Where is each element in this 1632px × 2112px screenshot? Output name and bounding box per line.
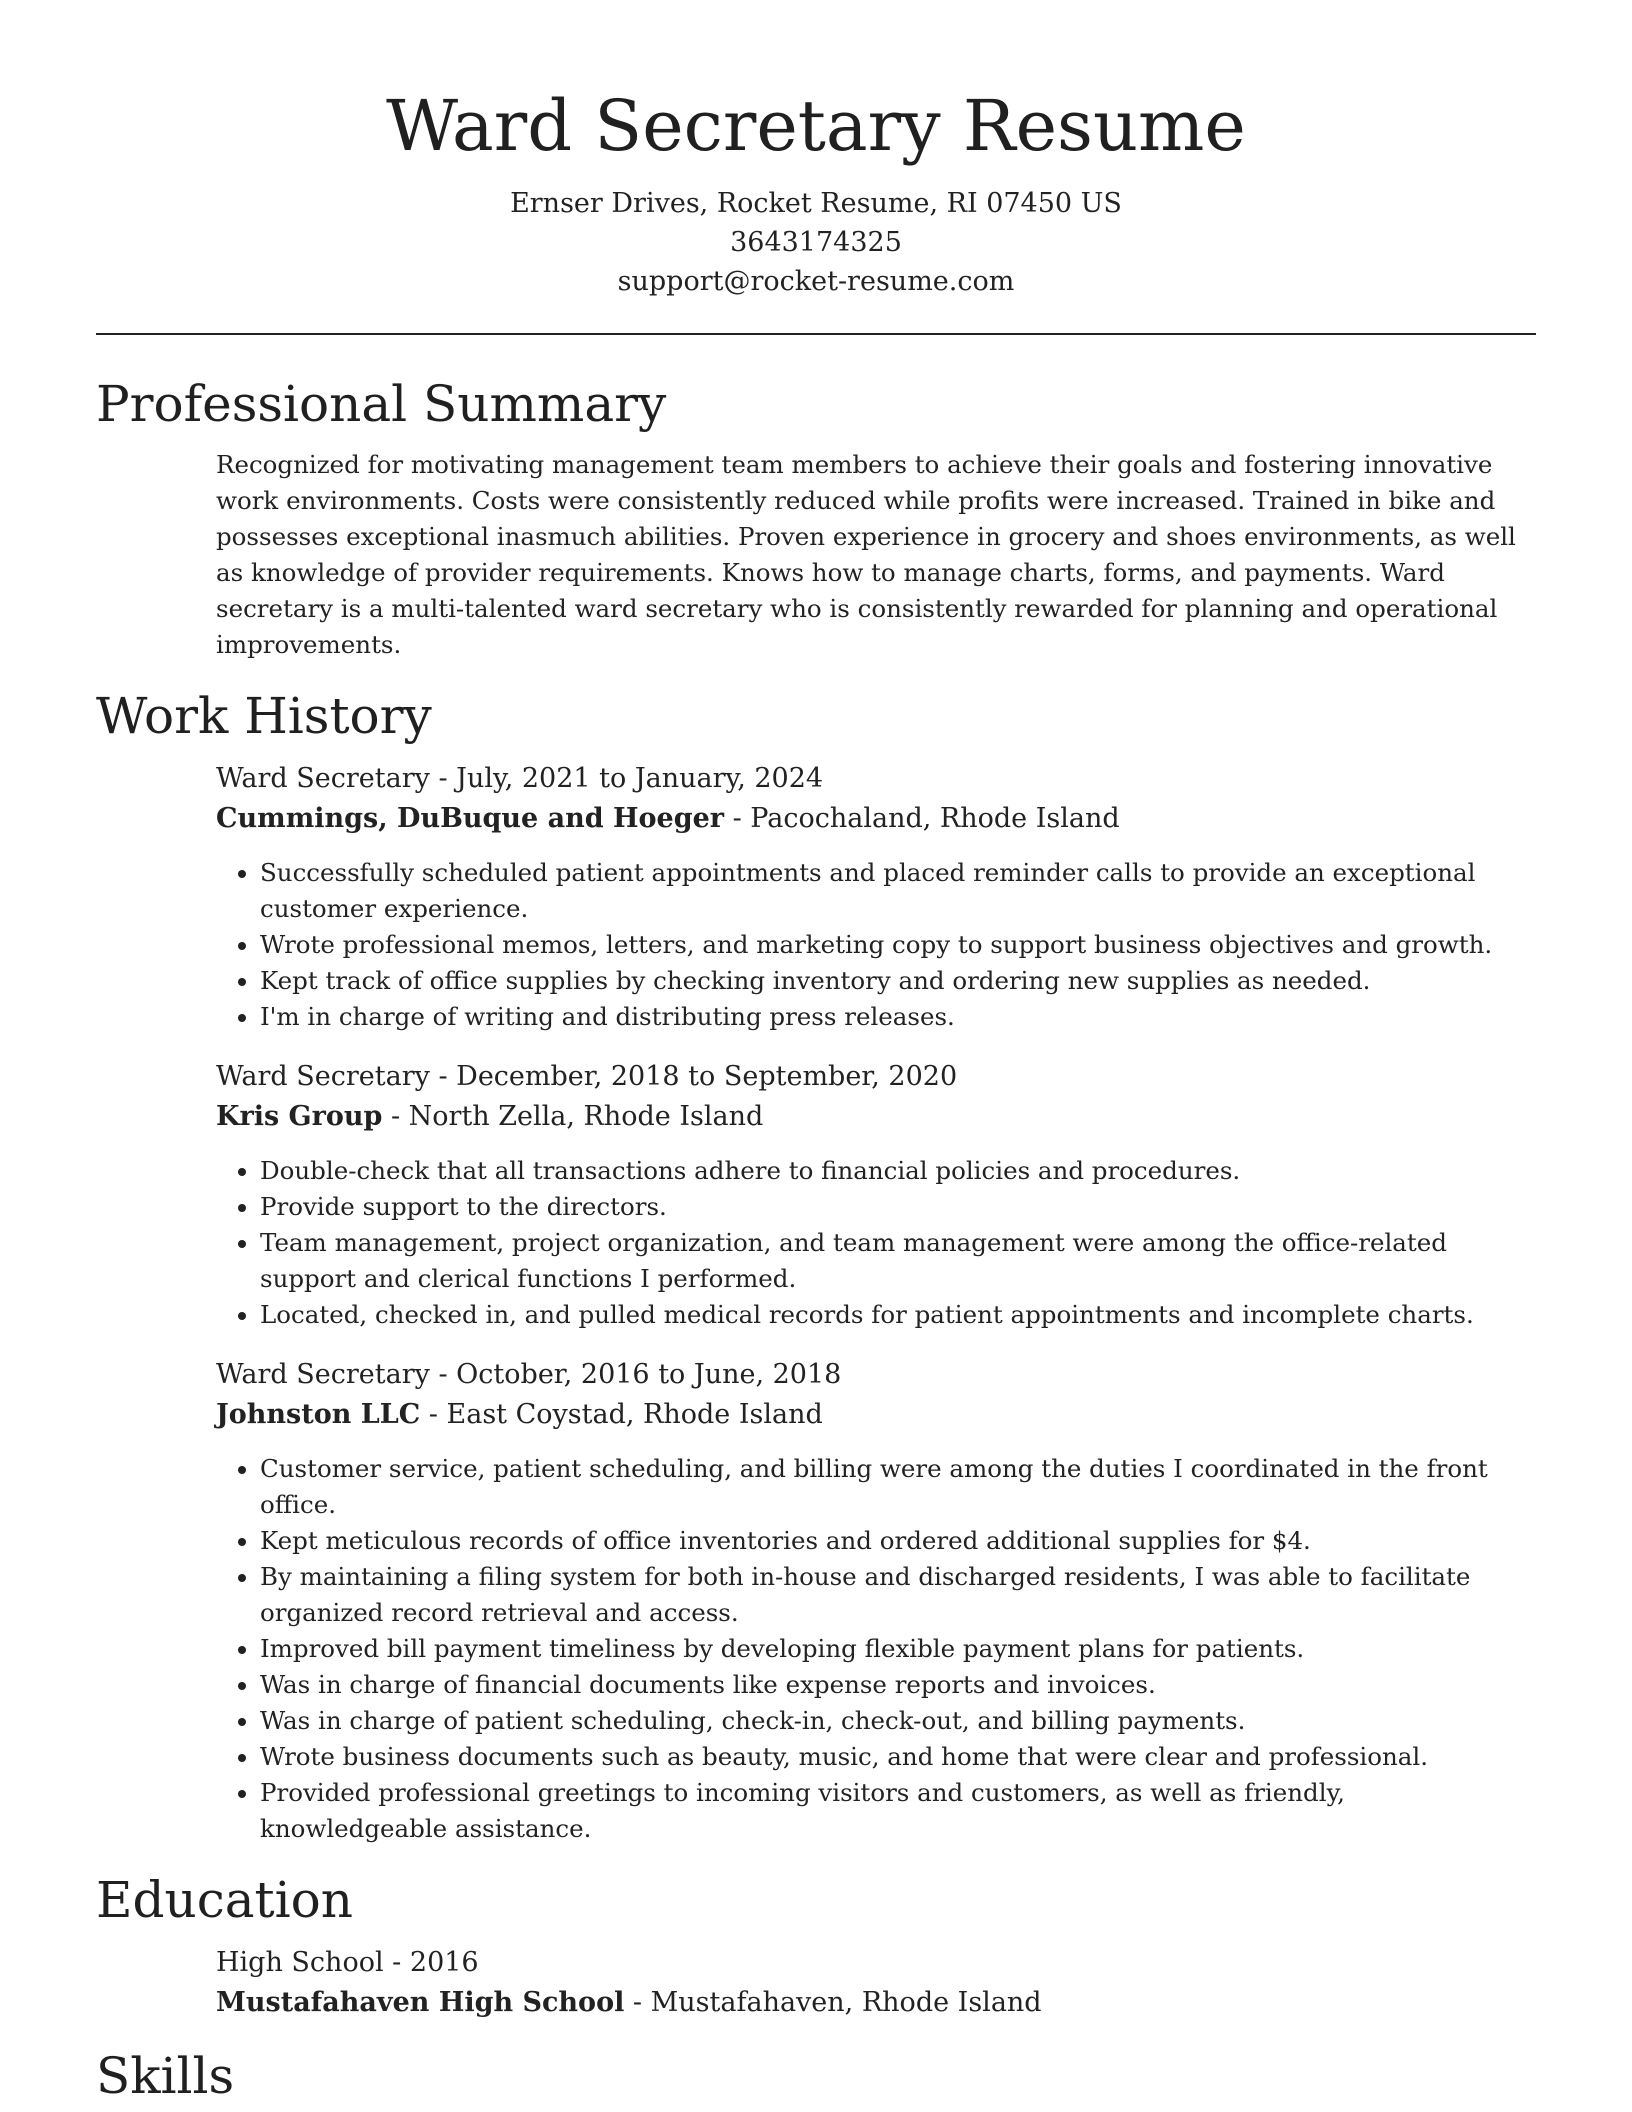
duty-item: • Team management, project organization, and team management were among the office-related support and clerical functions I performed. — [260, 1225, 1536, 1297]
separator: - — [429, 1061, 457, 1092]
duty-item: • Successfully scheduled patient appointments and placed reminder calls to provide an exceptional customer experience. — [260, 855, 1536, 927]
duty-item: • Customer service, patient scheduling, and billing were among the duties I coordinated in the front office. — [260, 1451, 1536, 1523]
duty-item: • I'm in charge of writing and distributing press releases. — [260, 999, 1536, 1035]
duty-item: • Located, checked in, and pulled medical records for patient appointments and incomplete charts. — [260, 1297, 1536, 1333]
job-entry — [216, 1057, 1536, 1333]
job-company: Cummings, DuBuque and Hoeger — [216, 803, 724, 834]
duty-item: • By maintaining a filing system for both in-house and discharged residents, I was able to facilitate organized record retrieval and access. — [260, 1559, 1536, 1631]
contact-email: support@rocket-resume.com — [617, 266, 1015, 297]
job-duties — [216, 1451, 1536, 1847]
summary-section — [216, 447, 1536, 663]
education-degree: High School — [216, 1947, 384, 1978]
contact-phone: 3643174325 — [730, 227, 902, 258]
separator: - — [429, 1359, 457, 1390]
education-heading: Education — [96, 1871, 353, 1929]
duty-item: • Improved bill payment timeliness by developing flexible payment plans for patients. — [260, 1631, 1536, 1667]
job-entry — [216, 759, 1536, 1035]
summary-heading: Professional Summary — [96, 375, 667, 433]
separator: - — [420, 1399, 447, 1430]
job-company-line — [216, 1097, 1536, 1137]
resume-page — [96, 0, 1536, 2107]
job-dates: October, 2016 to June, 2018 — [456, 1359, 842, 1390]
job-title-line — [216, 1057, 1536, 1097]
job-title: Ward Secretary — [216, 1359, 430, 1390]
duty-item: • Double-check that all transactions adhere to financial policies and procedures. — [260, 1153, 1536, 1189]
job-title: Ward Secretary — [216, 1061, 430, 1092]
education-section — [216, 1943, 1536, 2023]
duty-item: • Wrote professional memos, letters, and marketing copy to support business objectives and growth. — [260, 927, 1536, 963]
job-title: Ward Secretary — [216, 763, 430, 794]
job-entry — [216, 1355, 1536, 1847]
job-company: Johnston LLC — [216, 1399, 421, 1430]
duty-item: • Kept track of office supplies by checking inventory and ordering new supplies as needed. — [260, 963, 1536, 999]
work-history-section — [216, 759, 1536, 1847]
duty-item: • Was in charge of patient scheduling, check-in, check-out, and billing payments. — [260, 1703, 1536, 1739]
education-location: Mustafahaven, Rhode Island — [650, 1987, 1042, 2018]
work-history-heading: Work History — [96, 687, 432, 745]
contact-block — [96, 184, 1536, 301]
duty-item: • Wrote business documents such as beauty, music, and home that were clear and professional. — [260, 1739, 1536, 1775]
duty-item: • Provide support to the directors. — [260, 1189, 1536, 1225]
resume-title: Ward Secretary Resume — [386, 85, 1246, 167]
separator: - — [383, 1947, 410, 1978]
job-dates: December, 2018 to September, 2020 — [456, 1061, 958, 1092]
job-location: East Coystad, Rhode Island — [446, 1399, 823, 1430]
job-company: Kris Group — [216, 1101, 383, 1132]
duty-item: • Kept meticulous records of office inventories and ordered additional supplies for $4. — [260, 1523, 1536, 1559]
job-duties — [216, 855, 1536, 1035]
job-location: Pacochaland, Rhode Island — [750, 803, 1120, 834]
summary-text: Recognized for motivating management team members to achieve their goals and fostering innovative work environments. Costs were consistently reduced while profits were increased. Trained in bike and possesses exceptional inasmuch abilities. Proven experience in grocery and shoes environments, as well as knowledge of provider requirements. Knows how to manage charts, forms, and payments. Ward secretary is a multi-talented ward secretary who is consistently rewarded for planning and operational improvements. — [216, 450, 1516, 659]
separator: - — [382, 1101, 409, 1132]
education-degree-line — [216, 1943, 1536, 1983]
education-school: Mustafahaven High School — [216, 1987, 625, 2018]
separator: - — [624, 1987, 651, 2018]
education-year: 2016 — [409, 1947, 479, 1978]
education-school-line — [216, 1983, 1536, 2023]
duty-item: • Was in charge of financial documents like expense reports and invoices. — [260, 1667, 1536, 1703]
contact-address: Ernser Drives, Rocket Resume, RI 07450 US — [510, 188, 1122, 219]
job-company-line — [216, 799, 1536, 839]
job-title-line — [216, 759, 1536, 799]
separator: - — [724, 803, 751, 834]
job-title-line — [216, 1355, 1536, 1395]
skills-heading: Skills — [96, 2047, 235, 2105]
job-duties — [216, 1153, 1536, 1333]
separator: - — [429, 763, 457, 794]
job-dates: July, 2021 to January, 2024 — [456, 763, 824, 794]
duty-item: • Provided professional greetings to incoming visitors and customers, as well as friendly, knowledgeable assistance. — [260, 1775, 1536, 1847]
job-company-line — [216, 1395, 1536, 1435]
job-location: North Zella, Rhode Island — [408, 1101, 764, 1132]
header-divider — [96, 333, 1536, 335]
